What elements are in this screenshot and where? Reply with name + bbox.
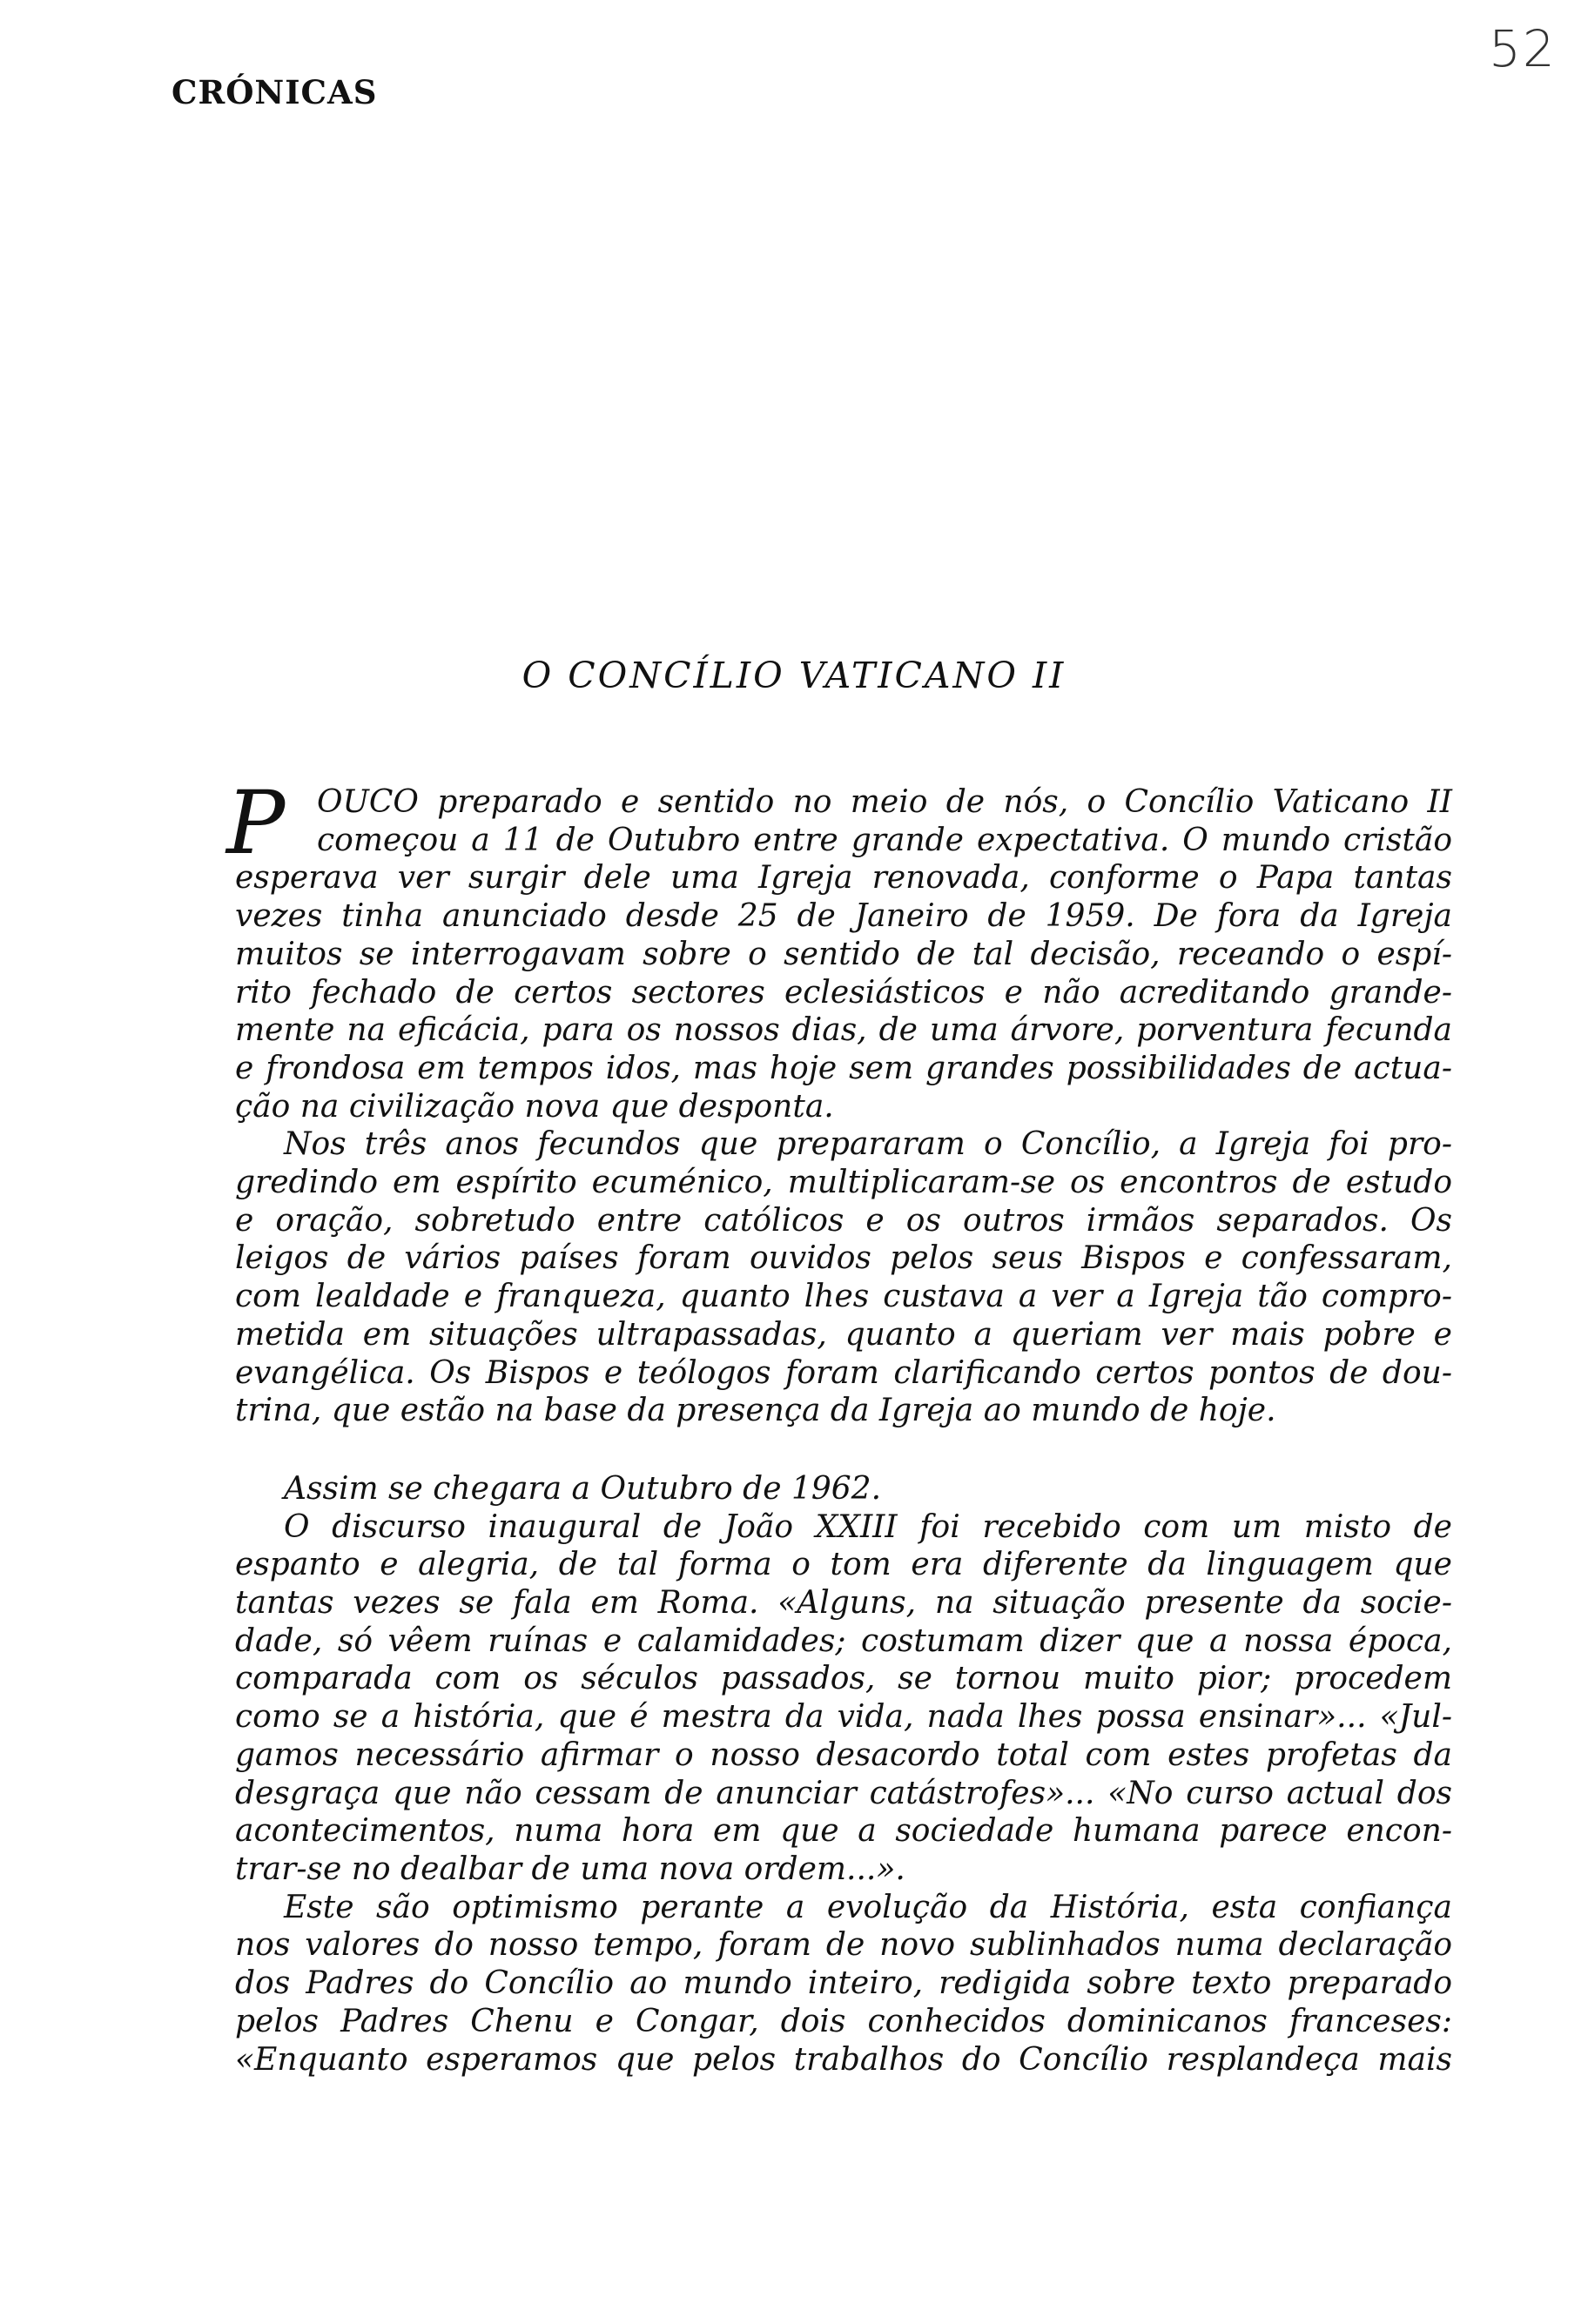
text-line: vezes tinha anunciado desde 25 de Janeiro de 1959. De fora da Igreja xyxy=(235,898,1452,935)
text-line: e frondosa em tempos idos, mas hoje sem grandes possibilidades de actua- xyxy=(235,1050,1452,1086)
text-line: trina, que estão na base da presença da Igreja ao mundo de hoje. xyxy=(235,1393,1276,1429)
paragraph-3 xyxy=(235,1470,1452,1508)
text-line: ção na civilização nova que desponta. xyxy=(235,1088,834,1125)
drop-cap: P xyxy=(226,772,286,874)
page-number: 52 xyxy=(1489,19,1557,78)
text-line: comparada com os séculos passados, se tornou muito pior; procedem xyxy=(235,1661,1452,1697)
text-line: «Enquanto esperamos que pelos trabalhos do Concílio resplandeça mais xyxy=(235,2041,1452,2078)
text-line: trar-se no dealbar de uma nova ordem...». xyxy=(235,1850,905,1887)
text-line: rito fechado de certos sectores eclesiásticos e não acreditando grande- xyxy=(235,974,1452,1011)
text-line: pelos Padres Chenu e Congar, dois conhecidos dominicanos franceses: xyxy=(235,2003,1452,2039)
text-line: gamos necessário afirmar o nosso desacordo total com estes profetas da xyxy=(235,1736,1452,1773)
text-line: esperava ver surgir dele uma Igreja renovada, conforme o Papa tantas xyxy=(235,860,1452,897)
text-line: evangélica. Os Bispos e teólogos foram clarificando certos pontos de dou- xyxy=(235,1354,1452,1391)
text-line: tantas vezes se fala em Roma. «Alguns, na situação presente da socie- xyxy=(235,1585,1452,1622)
article-body xyxy=(226,772,1452,2079)
text-line: nos valores do nosso tempo, foram de novo sublinhados numa declaração xyxy=(235,1927,1452,1964)
text-line: Este são optimismo perante a evolução da História, esta confiança xyxy=(284,1889,1452,1925)
text-line: Assim se chegara a Outubro de 1962. xyxy=(284,1470,882,1507)
paragraph-2 xyxy=(235,1125,1452,1430)
paragraph-5 xyxy=(235,1889,1452,2079)
text-line: desgraça que não cessam de anunciar catástrofes»... «No curso actual dos xyxy=(235,1775,1452,1811)
text-line: muitos se interrogavam sobre o sentido de tal decisão, receando o espí- xyxy=(235,936,1452,972)
text-line: dade, só vêem ruínas e calamidades; costumam dizer que a nossa época, xyxy=(235,1622,1452,1659)
paragraph-1 xyxy=(226,772,1452,1125)
text-line: acontecimentos, numa hora em que a sociedade humana parece encon- xyxy=(235,1813,1452,1850)
running-head: CRÓNICAS xyxy=(172,73,378,111)
text-line: com lealdade e franqueza, quanto lhes custava a ver a Igreja tão compro- xyxy=(235,1279,1452,1315)
text-line: Nos três anos fecundos que prepararam o Concílio, a Igreja foi pro- xyxy=(284,1126,1452,1163)
paragraph-4 xyxy=(235,1508,1452,1889)
text-line: espanto e alegria, de tal forma o tom era diferente da linguagem que xyxy=(235,1547,1452,1583)
text-line: OUCO preparado e sentido no meio de nós, o Concílio Vaticano II xyxy=(317,784,1452,820)
text-line: metida em situações ultrapassadas, quanto a queriam ver mais pobre e xyxy=(235,1316,1452,1353)
text-line: como se a história, que é mestra da vida, nada lhes possa ensinar»... «Jul- xyxy=(235,1699,1452,1736)
text-line: mente na eficácia, para os nossos dias, de uma árvore, porventura fecunda xyxy=(235,1012,1452,1049)
paragraph-gap xyxy=(235,1430,1452,1470)
text-line: leigos de vários países foram ouvidos pelos seus Bispos e confessaram, xyxy=(235,1240,1452,1277)
text-line: começou a 11 de Outubro entre grande expectativa. O mundo cristão xyxy=(317,822,1452,858)
text-line: dos Padres do Concílio ao mundo inteiro, redigida sobre texto preparado xyxy=(235,1965,1452,2002)
text-line: gredindo em espírito ecuménico, multiplicaram-se os encontros de estudo xyxy=(235,1165,1452,1201)
article-title: O CONCÍLIO VATICANO II xyxy=(521,655,1067,696)
text-line: e oração, sobretudo entre católicos e os outros irmãos separados. Os xyxy=(235,1202,1452,1239)
text-line: O discurso inaugural de João XXIII foi recebido com um misto de xyxy=(284,1508,1452,1545)
